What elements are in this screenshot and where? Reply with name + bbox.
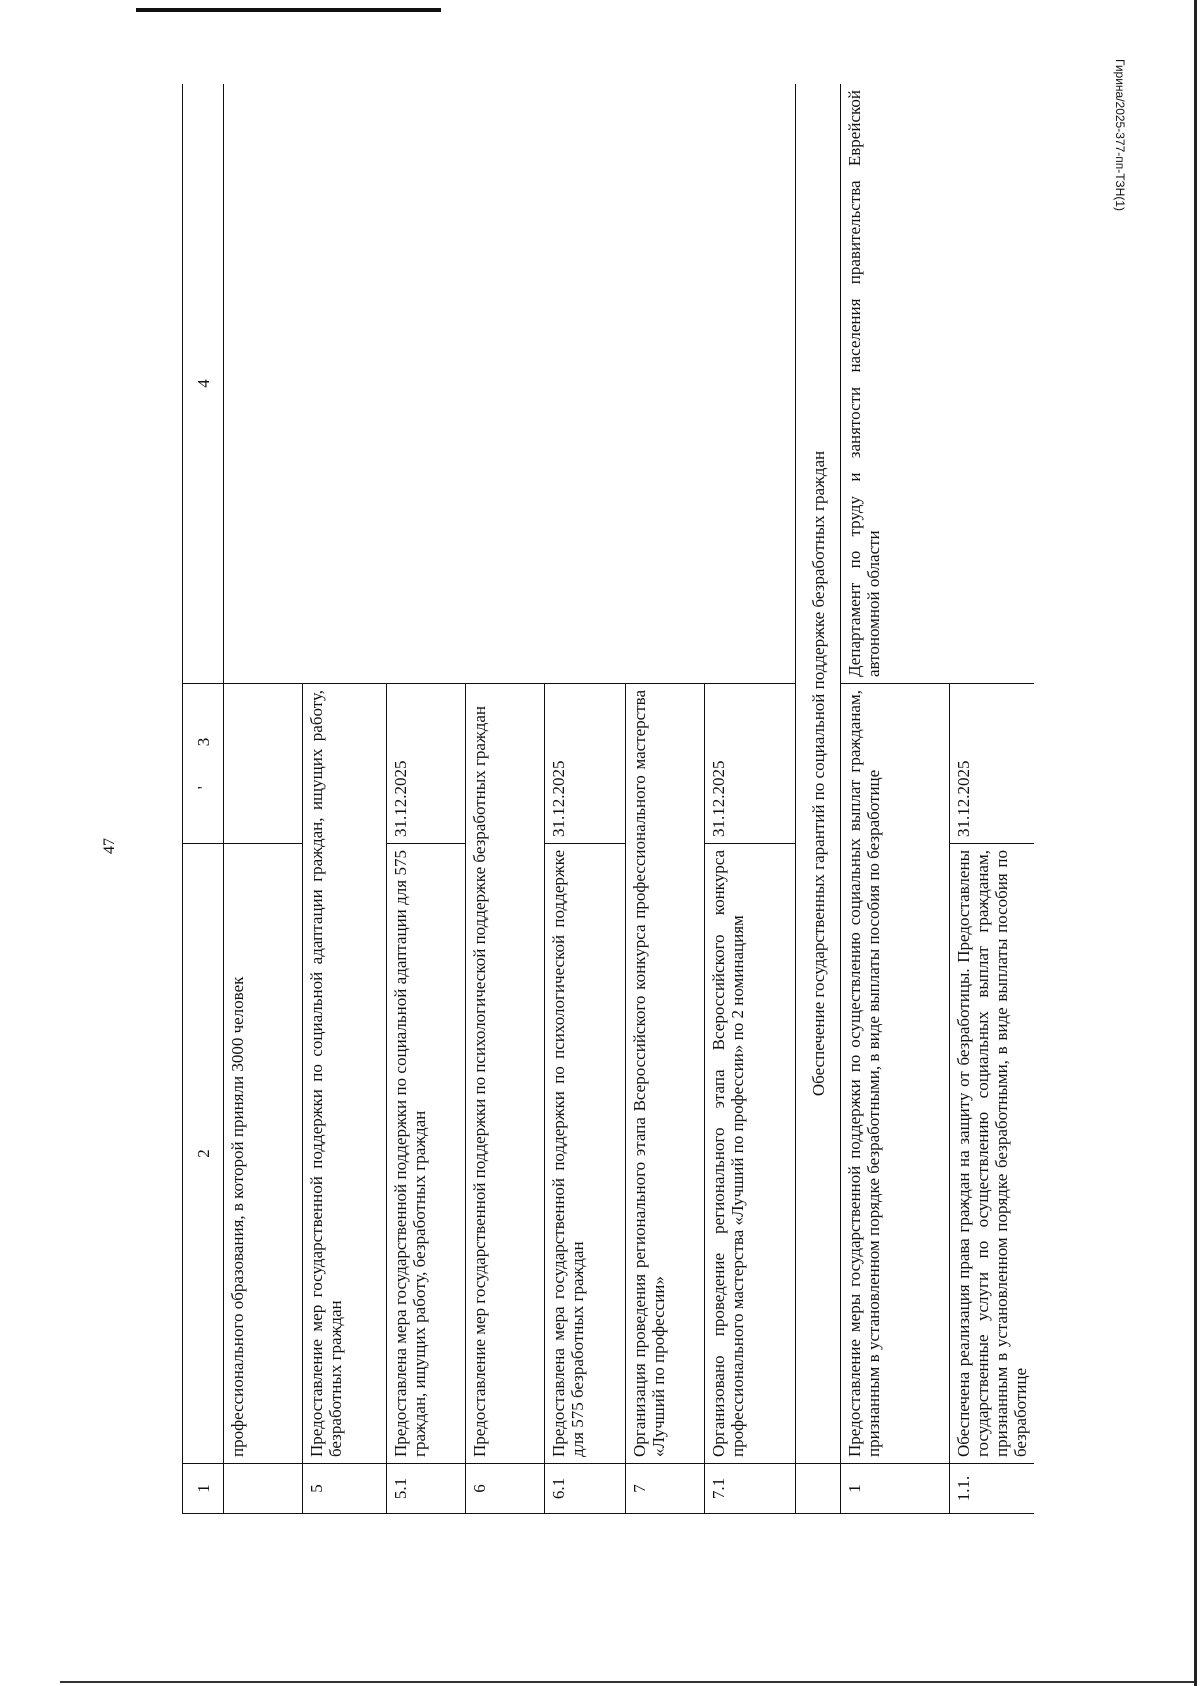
row-date: 31.12.2025 [705, 684, 796, 844]
row-text: профессионального образования, в которой приняли 3000 человек [224, 844, 303, 1464]
section-num-empty [796, 1464, 841, 1514]
row-num: 1.1. [950, 1464, 1035, 1514]
header-row [183, 84, 224, 1514]
row-num: 5 [303, 1464, 387, 1514]
row-num: 1 [841, 1464, 950, 1514]
row-num [224, 1464, 303, 1514]
plan-table [182, 84, 1034, 1514]
scan-edge-right [1194, 0, 1197, 1686]
document-footer-code: Гирина/2025-377-пп-ТЗН(1) [1113, 59, 1127, 212]
table-row [841, 84, 950, 1514]
row-text: Организация проведения регионального этапа Всероссийского конкурса профессионального мастерства «Лучший по профессии» [626, 684, 705, 1464]
row-num: 6 [466, 1464, 545, 1514]
header-col-1: 1 [183, 1464, 224, 1514]
row-date [224, 684, 303, 844]
row-text: Обеспечена реализация права граждан на защиту от безработицы. Предоставлены государственные услуги по осуществлению социальных выплат гражданам, признанным в установленном порядке безработными, в виде выплаты пособия по безработице [950, 844, 1035, 1464]
row-num: 5.1 [387, 1464, 466, 1514]
section-row [796, 84, 841, 1514]
row-text: Предоставление мер государственной поддержки по психологической поддержке безработных граждан [466, 684, 545, 1464]
row-num: 7.1 [705, 1464, 796, 1514]
row-date: 31.12.2025 [950, 684, 1035, 844]
header-col-3: '3 [183, 684, 224, 844]
row-text: Предоставление меры государственной поддержки по осуществлению социальных выплат гражданам, признанным в установленном порядке безработными, в виде выплаты пособия по безработице [841, 684, 950, 1464]
row-text: Предоставлена мера государственной поддержки по социальной адаптации для 575 граждан, ищущих работу, безработных граждан [387, 844, 466, 1464]
row-num: 6.1 [545, 1464, 626, 1514]
responsible-cell-empty [224, 84, 796, 684]
page-number: 47 [101, 838, 118, 854]
row-date: 31.12.2025 [545, 684, 626, 844]
section-title: Обеспечение государственных гарантий по социальной поддержке безработных граждан [796, 84, 841, 1464]
row-date: 31.12.2025 [387, 684, 466, 844]
row-text: Предоставление мер государственной поддержки по социальной адаптации граждан, ищущих работу, безработных граждан [303, 684, 387, 1464]
scan-edge-bottom [60, 1681, 1194, 1683]
header-col-4: 4 [183, 84, 224, 684]
header-col-2: 2 [183, 844, 224, 1464]
responsible-cell: Департамент по труду и занятости населения правительства Еврейской автономной области [841, 84, 1035, 684]
scan-tick: ' [193, 786, 213, 790]
row-text: Предоставлена мера государственной поддержки по психологической поддержке для 575 безработных граждан [545, 844, 626, 1464]
top-rule [136, 8, 441, 12]
plan-table-region [182, 84, 1034, 1514]
row-num: 7 [626, 1464, 705, 1514]
row-text: Организовано проведение регионального этапа Всероссийского конкурса профессионального мастерства «Лучший по профессии» по 2 номинациям [705, 844, 796, 1464]
table-row-continuation [224, 84, 303, 1514]
